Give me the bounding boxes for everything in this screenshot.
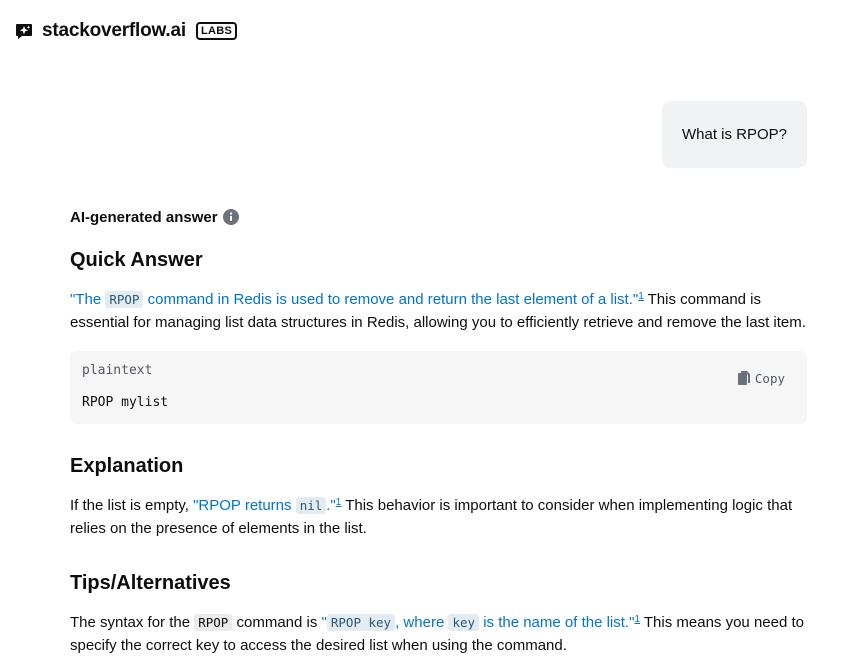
tips-text: The syntax for the RPOP command is " RPOP key , where key is the name of the list."$^1$ This means you need to specify the correct key to access the desired list when using the command.: [70, 614, 804, 654]
quick-answer-text: "The RPOP command in Redis is used to remove and return the last element of a list."$^1$ This command is essential for managing list data structures in Redis, allowing you to efficiently retrieve and remove the last item.: [70, 291, 806, 331]
copy-button[interactable]: [737, 370, 785, 386]
inline-code: nil: [296, 497, 327, 514]
citation-link[interactable]: 1: [634, 614, 640, 625]
quick-answer-quote[interactable]: "The RPOP command in Redis is used to remove and return the last element of a list.": [70, 291, 639, 308]
inline-code: key: [448, 614, 479, 631]
code-line: RPOP mylist: [82, 395, 169, 410]
chat-sparkle-icon: [15, 22, 33, 40]
quick-answer-heading: Quick Answer: [70, 249, 203, 271]
inline-code: RPOP key: [327, 614, 395, 631]
ai-answer: [70, 205, 807, 657]
copy-icon: [737, 370, 751, 386]
inline-code: RPOP: [105, 291, 143, 308]
explanation-text: If the list is empty, "RPOP returns nil ."$^1$ This behavior is important to consider when implementing logic that relies on the presence of elements in the list.: [70, 497, 793, 537]
tips-heading: Tips/Alternatives: [70, 572, 231, 594]
brand-name[interactable]: stackoverflow.ai: [42, 20, 186, 41]
user-question-text: What is RPOP?: [681, 126, 788, 143]
code-language-label: plaintext: [82, 363, 153, 378]
code-block: [70, 351, 807, 424]
ai-answer-label-row: [70, 205, 807, 229]
user-question-bubble: [662, 101, 807, 168]
explanation-heading: Explanation: [70, 455, 184, 477]
explanation-quote[interactable]: "RPOP returns nil .": [193, 497, 336, 514]
labs-badge: LABS: [196, 22, 237, 40]
inline-code: RPOP: [194, 614, 232, 631]
ai-answer-label: AI-generated answer: [70, 208, 218, 226]
info-icon[interactable]: [223, 209, 239, 225]
citation-link[interactable]: 1: [638, 291, 644, 302]
citation-link[interactable]: 1: [335, 497, 342, 508]
header: [15, 16, 237, 46]
tips-quote[interactable]: " RPOP key , where key is the name of the list.": [321, 614, 635, 631]
copy-button-label: Copy: [754, 370, 785, 386]
